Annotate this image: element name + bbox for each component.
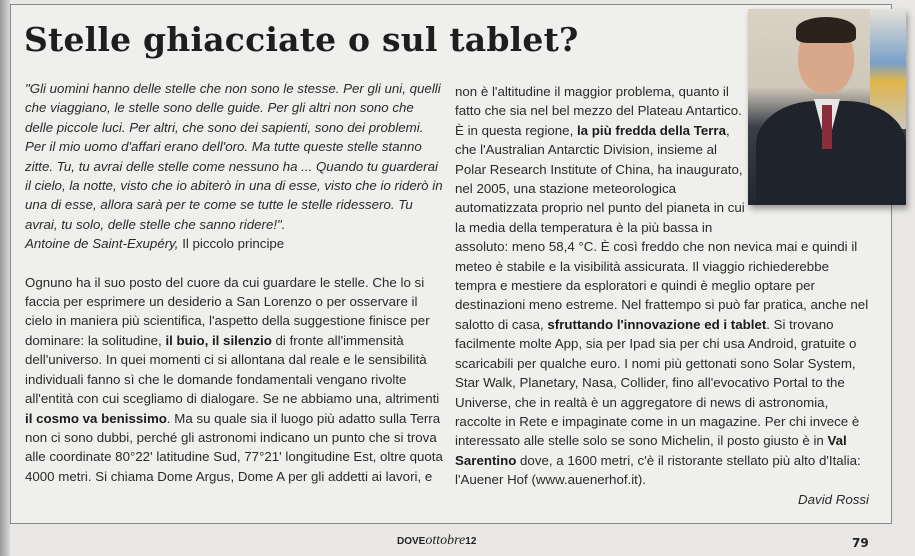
body-text: Ognuno ha il suo posto del cuore da cui guardare le stelle. Che lo si faccia per esprimere un desiderio a San Lorenzo o per osservare il cielo in maniera più scientifica, l'aspetto della suggestione finisce per dominare: la solitudine, [25,274,430,348]
magazine-footer [397,533,476,549]
magazine-name: DOVE [397,536,426,547]
quote-work: Il piccolo principe [178,236,285,252]
bold-highlight: sfruttando l'innovazione ed i tablet [547,316,767,332]
page-binding-shadow [0,0,10,556]
bold-highlight: il cosmo va benissimo [25,410,167,426]
quote-author: Antoine de Saint-Exupéry, [25,236,179,252]
issue-year: 12 [465,536,477,547]
body-text: dove, a 1600 metri, c'è il ristorante stellato più alto d'Italia: l'Auener Hof (www.auenerhof.it). [455,452,861,488]
photo-hair [796,17,856,43]
bold-highlight: Val Sarentino [455,433,847,468]
page-number: 79 [852,536,869,550]
epigraph-quote: "Gli uomini hanno delle stelle che non sono le stesse. Per gli uni, quelli che viaggiano, le stelle sono delle guide. Per gli altri non sono che delle piccole luci. Per altri, che sono dei sapienti, sono dei problemi. Per il mio uomo d'affari erano dell'oro. Ma tutte queste stelle stanno zitte. Tu, tu avrai delle stelle come nessuno ha ... Quando tu guarderai il cielo, la notte, visto che io abiterò in una di esse, visto che io riderò in una di esse, allora sarà per te come se tutte le stelle ridessero. Tu avrai, tu solo, delle stelle che sanno ridere!". [25,81,443,232]
article-title: Stelle ghiacciate o sul tablet? [24,20,579,59]
bold-highlight: il buio, il silenzio [165,332,272,348]
body-paragraph-left [25,273,443,486]
epigraph-attribution [25,234,443,253]
body-text: non è l'altitudine il maggior problema, quanto il fatto che sia nel bel mezzo del Plateau Antartico. È in questa regione, [455,84,742,138]
body-text: . Ma su quale sia il luogo più adatto sulla Terra non ci sono dubbi, perché gli astronomi indicano un punto che si trova alle coordinate 80°22' latitudine Sud, 77°21' longitudine Est, oltre quota 4000 metri. Si chiama Dome Argus, Dome A per gli addetti ai lavori, e [25,410,443,484]
left-column [25,79,443,486]
photo-spacer [745,82,873,234]
right-column [455,82,873,509]
issue-month: ottobre [425,533,466,548]
body-text: . Si trovano facilmente molte App, sia per Ipad sia per chi usa Android, gratuite o scaricabili per qualche euro. I nomi più gettonati sono Solar System, Star Walk, Planetary, Nasa, Collider, fino all'evocativo Portal to the Universe, che in realtà è un aggregatore di news di astronomia, raccolte in Rete e impaginate come in un magazine. Per chi invece è interessato alle stelle solo se sono Michelin, il posto giusto è in [455,316,860,449]
bold-highlight: la più fredda della Terra [576,122,727,138]
body-text: , che l'Australian Antarctic Division, insieme al Polar Research Institute of China, ha inaugurato, nel 2005, una stazione meteorologica automatizzata proprio nel punto del pianeta in cui la media della temperatura è la più bassa in assoluto: meno 58,4 °C. È così freddo che non nevica mai e quindi il meteo è stabile e la visibilità assicurata. Il viaggio richiederebbe tempra e mestiere da esploratori e quindi è meglio optare per destinazioni meno estreme. Nel frattempo si può far pratica, anche nel salotto di casa, [455,122,869,332]
body-text: di fronte all'immensità dell'universo. In quei momenti ci si allontana dal reale e le sensibilità individuali fanno sì che le domande fondamentali vengano rivolte all'entità con cui scegliamo di dialogare. Se ne abbiamo una, altrimenti [25,332,440,407]
author-signature: David Rossi [798,491,869,507]
